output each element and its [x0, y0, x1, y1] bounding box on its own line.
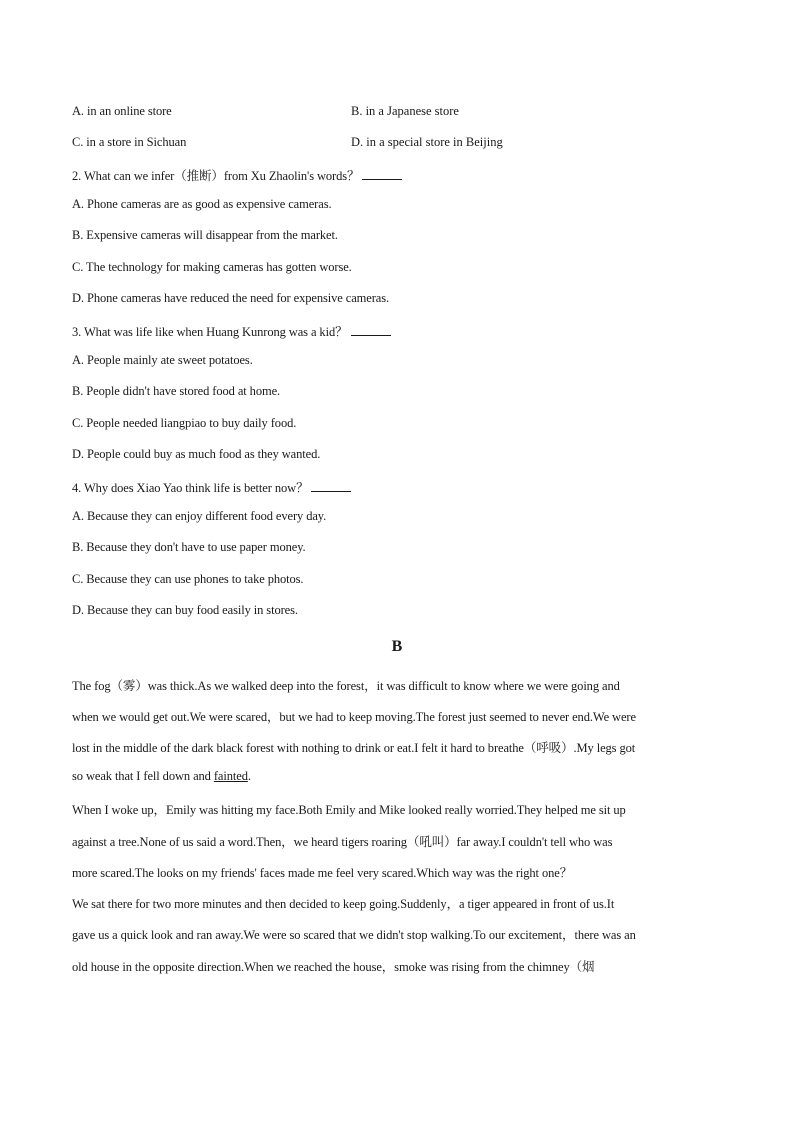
passage-line: old house in the opposite direction.When we reached the house，smoke was rising from the chimney（烟 [72, 960, 595, 974]
question-2 [72, 166, 402, 184]
passage-line: against a tree.None of us said a word.Then，we heard tigers roaring（吼叫）far away.I couldn't tell who was [72, 835, 613, 849]
q1-option-c: C. in a store in Sichuan [72, 135, 187, 149]
section-heading: B [391, 638, 403, 655]
answer-blank[interactable] [311, 481, 351, 492]
passage-text: so weak that I fell down and [72, 769, 214, 783]
question-4-text: 4. Why does Xiao Yao think life is better now？ [72, 481, 309, 495]
passage-text: . [247, 769, 251, 783]
passage-line [72, 769, 251, 784]
q4-option-b: B. Because they don't have to use paper money. [72, 540, 306, 554]
q3-option-a: A. People mainly ate sweet potatoes. [72, 353, 253, 367]
question-3 [72, 322, 391, 340]
passage-line: lost in the middle of the dark black forest with nothing to drink or eat.I felt it hard to breathe（呼吸）.My legs got [72, 741, 636, 755]
passage-line: When I woke up，Emily was hitting my face.Both Emily and Mike looked really worried.They helped me sit up [72, 803, 626, 817]
q3-option-d: D. People could buy as much food as they wanted. [72, 447, 321, 461]
q3-option-b: B. People didn't have stored food at home. [72, 384, 281, 398]
answer-blank[interactable] [362, 169, 402, 180]
passage-line: We sat there for two more minutes and then decided to keep going.Suddenly，a tiger appeared in front of us.It [72, 897, 615, 911]
q4-option-a: A. Because they can enjoy different food every day. [72, 509, 327, 523]
question-3-text: 3. What was life like when Huang Kunrong was a kid？ [72, 325, 348, 339]
question-2-text: 2. What can we infer（推断）from Xu Zhaolin's words？ [72, 169, 360, 183]
q2-option-d: D. Phone cameras have reduced the need for expensive cameras. [72, 291, 390, 305]
passage-line: when we would get out.We were scared，but we had to keep moving.The forest just seemed to never end.We were [72, 710, 636, 724]
answer-blank[interactable] [351, 325, 391, 336]
q1-option-d: D. in a special store in Beijing [351, 135, 503, 149]
q3-option-c: C. People needed liangpiao to buy daily food. [72, 416, 297, 430]
q2-option-a: A. Phone cameras are as good as expensive cameras. [72, 197, 332, 211]
q4-option-c: C. Because they can use phones to take photos. [72, 572, 304, 586]
q2-option-b: B. Expensive cameras will disappear from the market. [72, 228, 338, 242]
q1-option-b: B. in a Japanese store [351, 104, 459, 118]
q1-option-a: A. in an online store [72, 104, 172, 118]
passage-line: more scared.The looks on my friends' faces made me feel very scared.Which way was the right one？ [72, 866, 573, 880]
q4-option-d: D. Because they can buy food easily in stores. [72, 603, 298, 617]
q2-option-c: C. The technology for making cameras has gotten worse. [72, 260, 352, 274]
underlined-word: fainted [213, 769, 248, 783]
passage-line: gave us a quick look and ran away.We were so scared that we didn't stop walking.To our excitement，there was an [72, 928, 636, 942]
passage-line: The fog（雾）was thick.As we walked deep into the forest，it was difficult to know where we were going and [72, 679, 620, 693]
question-4 [72, 478, 351, 496]
